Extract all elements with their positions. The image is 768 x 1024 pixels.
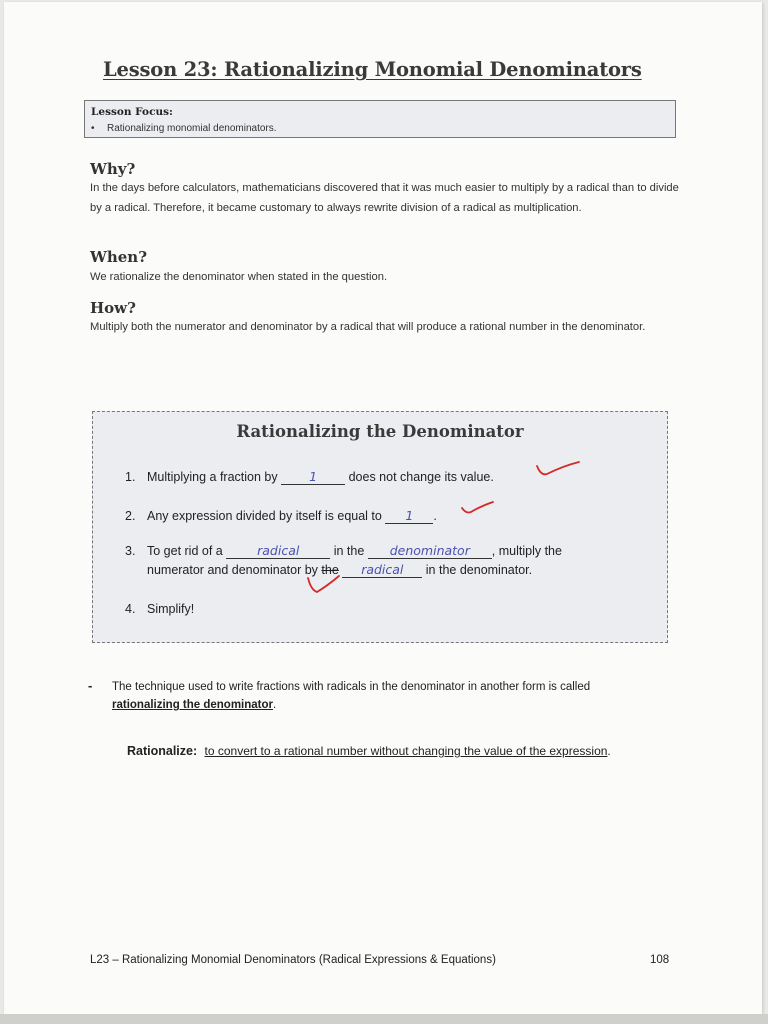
- footer-text: L23 – Rationalizing Monomial Denominators (Radical Expressions & Equations): [90, 954, 496, 966]
- list-item-3: 3. To get rid of a radical in the denominator , multiply the: [125, 543, 562, 558]
- why-text: In the days before calculators, mathematicians discovered that it was much easier to multiply by a radical than to divide by a radical. Therefore, it became customary to always rewrite division of a radical as multiplication.: [90, 182, 679, 214]
- bullet-dash: -: [88, 678, 93, 693]
- lesson-focus-heading: Lesson Focus:: [91, 106, 173, 118]
- rationalize-label: Rationalize:: [127, 744, 198, 758]
- answer-blank-3b: denominator: [368, 544, 492, 559]
- box-title: Rationalizing the Denominator: [236, 422, 524, 441]
- why-heading: Why?: [90, 160, 136, 178]
- check-mark-icon: [533, 458, 583, 482]
- lesson-focus-item: [91, 123, 277, 134]
- answer-blank-3a: radical: [226, 544, 330, 559]
- lesson-focus-text: Rationalizing monomial denominators.: [107, 123, 277, 134]
- list-item-2: 2. Any expression divided by itself is equal to 1 .: [125, 508, 437, 523]
- technique-text: The technique used to write fractions with radicals in the denominator in another form is called rationalizing the denominator.: [112, 681, 591, 711]
- list-item-3-line2: numerator and denominator by the radical in the denominator.: [147, 562, 533, 577]
- when-text: We rationalize the denominator when stated in the question.: [90, 271, 388, 283]
- page-number: 108: [650, 954, 670, 966]
- how-text: Multiply both the numerator and denominator by a radical that will produce a rational number in the denominator.: [90, 321, 646, 333]
- list-item-4: 4. Simplify!: [125, 602, 195, 616]
- answer-blank-2: 1: [385, 509, 433, 524]
- technique-term: rationalizing the denominator: [112, 699, 274, 711]
- page-shadow: [0, 1014, 768, 1024]
- how-heading: How?: [90, 299, 136, 317]
- check-mark-icon: [305, 572, 345, 598]
- lesson-focus-box: [84, 100, 676, 138]
- answer-blank-3c: radical: [342, 563, 422, 578]
- page-title: Lesson 23: Rationalizing Monomial Denominators: [103, 58, 642, 81]
- rationalize-definition: Rationalize: to convert to a rational number without changing the value of the expression.: [127, 744, 611, 758]
- rationalize-definition-text: to convert to a rational number without changing the value of the expression: [204, 744, 608, 758]
- struck-word: the: [321, 563, 339, 577]
- rationalizing-box: [92, 411, 668, 643]
- check-mark-icon: [459, 498, 499, 520]
- when-heading: When?: [90, 248, 147, 266]
- list-item-1: 1. Multiplying a fraction by 1 does not change its value.: [125, 469, 494, 484]
- bullet-icon: •: [91, 123, 95, 134]
- answer-blank-1: 1: [281, 470, 345, 485]
